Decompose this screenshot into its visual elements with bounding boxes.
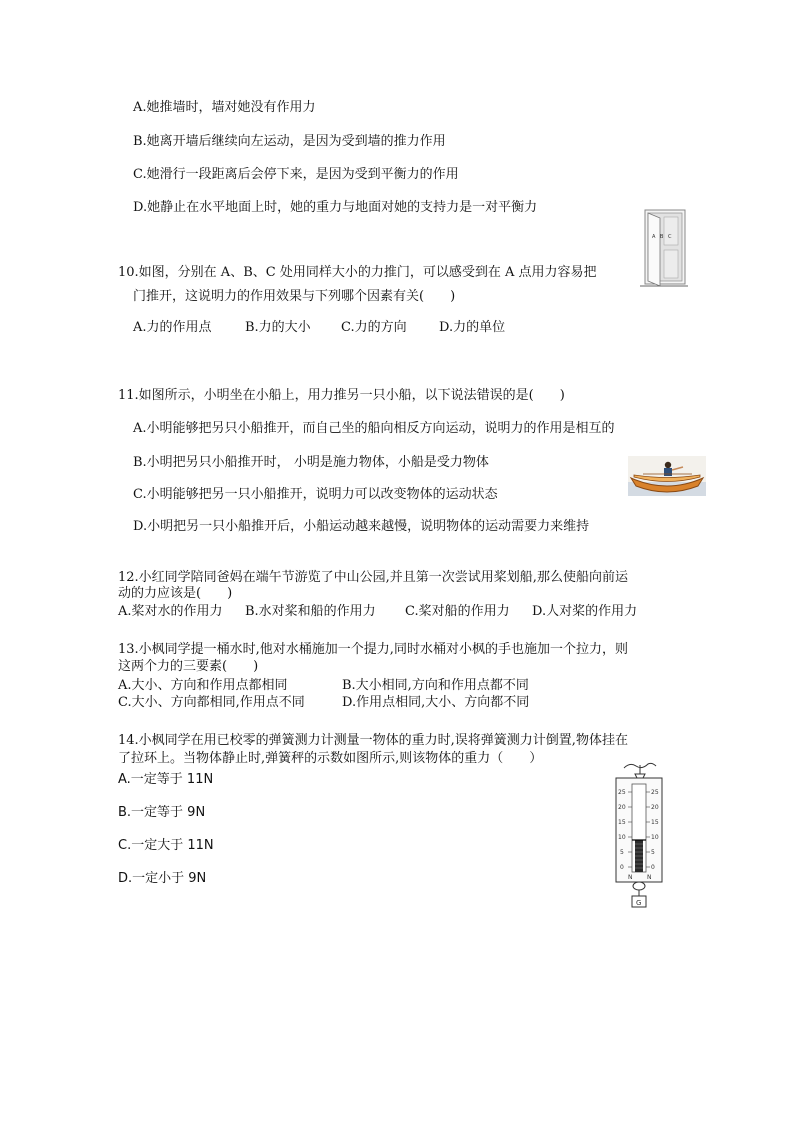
door-label-c: C [668, 234, 672, 240]
spring-scale-figure [606, 760, 672, 910]
q13-stem-line1: 13.小枫同学提一桶水时,他对水桶施加一个提力,同时水桶对小枫的手也施加一个拉力，则 [118, 642, 628, 657]
q13-option-c: C.大小、方向都相同,作用点不同 [118, 695, 305, 710]
q12-option-a: A.桨对水的作用力 [118, 604, 223, 619]
q14-option-b: B.一定等于 9N [118, 805, 206, 820]
scale-unit-left: N [628, 874, 633, 881]
scale-label-left-15: 15 [618, 819, 626, 826]
q14-option-a: A.一定等于 11N [118, 772, 214, 787]
scale-label-right-10: 10 [651, 834, 659, 841]
scale-label-right-5: 5 [651, 849, 655, 856]
q9-option-c: C.她滑行一段距离后会停下来，是因为受到平衡力的作用 [133, 167, 459, 182]
q14-option-c: C.一定大于 11N [118, 838, 214, 853]
q10-option-d: D.力的单位 [439, 320, 506, 335]
q10-option-a: A.力的作用点 [133, 320, 212, 335]
q12-option-c: C.桨对船的作用力 [405, 604, 510, 619]
door-label-b: B [660, 234, 664, 240]
q10-stem-line1: 10.如图，分别在 A、B、C 处用同样大小的力推门，可以感受到在 A 点用力容易把 [118, 265, 597, 280]
scale-label-right-25: 25 [651, 789, 659, 796]
q12-stem-line2: 动的力应该是( ) [118, 586, 233, 601]
scale-label-right-0: 0 [651, 864, 655, 871]
scale-label-left-0: 0 [620, 864, 624, 871]
q11-option-d: D.小明把另一只小船推开后，小船运动越来越慢，说明物体的运动需要力来维持 [133, 519, 590, 534]
q9-option-d: D.她静止在水平地面上时，她的重力与地面对她的支持力是一对平衡力 [133, 200, 538, 215]
scale-label-left-20: 20 [618, 804, 626, 811]
weight-label-g: G [636, 899, 642, 907]
q12-stem-line1: 12.小红同学陪同爸妈在端午节游览了中山公园,并且第一次尝试用桨划船,那么使船向前运 [118, 570, 628, 585]
q10-option-b: B.力的大小 [245, 320, 311, 335]
q10-option-c: C.力的方向 [341, 320, 407, 335]
q12-option-d: D.人对桨的作用力 [532, 604, 638, 619]
q9-option-b: B.她离开墙后继续向左运动，是因为受到墙的推力作用 [133, 134, 446, 149]
door-figure [638, 208, 690, 288]
q9-option-a: A.她推墙时，墙对她没有作用力 [133, 100, 316, 115]
scale-label-left-25: 25 [618, 789, 626, 796]
q13-option-d: D.作用点相同,大小、方向都不同 [342, 695, 530, 710]
q12-option-b: B.水对桨和船的作用力 [245, 604, 376, 619]
scale-label-right-20: 20 [651, 804, 659, 811]
boat-figure [628, 456, 706, 496]
door-label-a: A [652, 234, 656, 240]
q14-stem-line1: 14.小枫同学在用已校零的弹簧测力计测量一物体的重力时,误将弹簧测力计倒置,物体挂在 [118, 733, 628, 748]
q13-stem-line2: 这两个力的三要素( ) [118, 659, 259, 674]
scale-label-left-10: 10 [618, 834, 626, 841]
q13-option-b: B.大小相同,方向和作用点都不同 [342, 678, 529, 693]
scale-label-left-5: 5 [620, 849, 624, 856]
q11-option-a: A.小明能够把另只小船推开，而自己坐的船向相反方向运动，说明力的作用是相互的 [133, 421, 615, 436]
scale-label-right-15: 15 [651, 819, 659, 826]
q10-stem-line2: 门推开，这说明力的作用效果与下列哪个因素有关( ) [133, 289, 456, 304]
q14-stem-line2: 了拉环上。当物体静止时,弹簧秤的示数如图所示,则该物体的重力（ ） [118, 751, 543, 766]
q11-stem: 11.如图所示，小明坐在小船上，用力推另一只小船，以下说法错误的是( ) [118, 388, 565, 403]
q11-option-b: B.小明把另只小船推开时， 小明是施力物体，小船是受力物体 [133, 455, 489, 470]
q14-option-d: D.一定小于 9N [118, 871, 207, 886]
q13-option-a: A.大小、方向和作用点都相同 [118, 678, 288, 693]
scale-unit-right: N [647, 874, 652, 881]
q11-option-c: C.小明能够把另一只小船推开，说明力可以改变物体的运动状态 [133, 487, 498, 502]
